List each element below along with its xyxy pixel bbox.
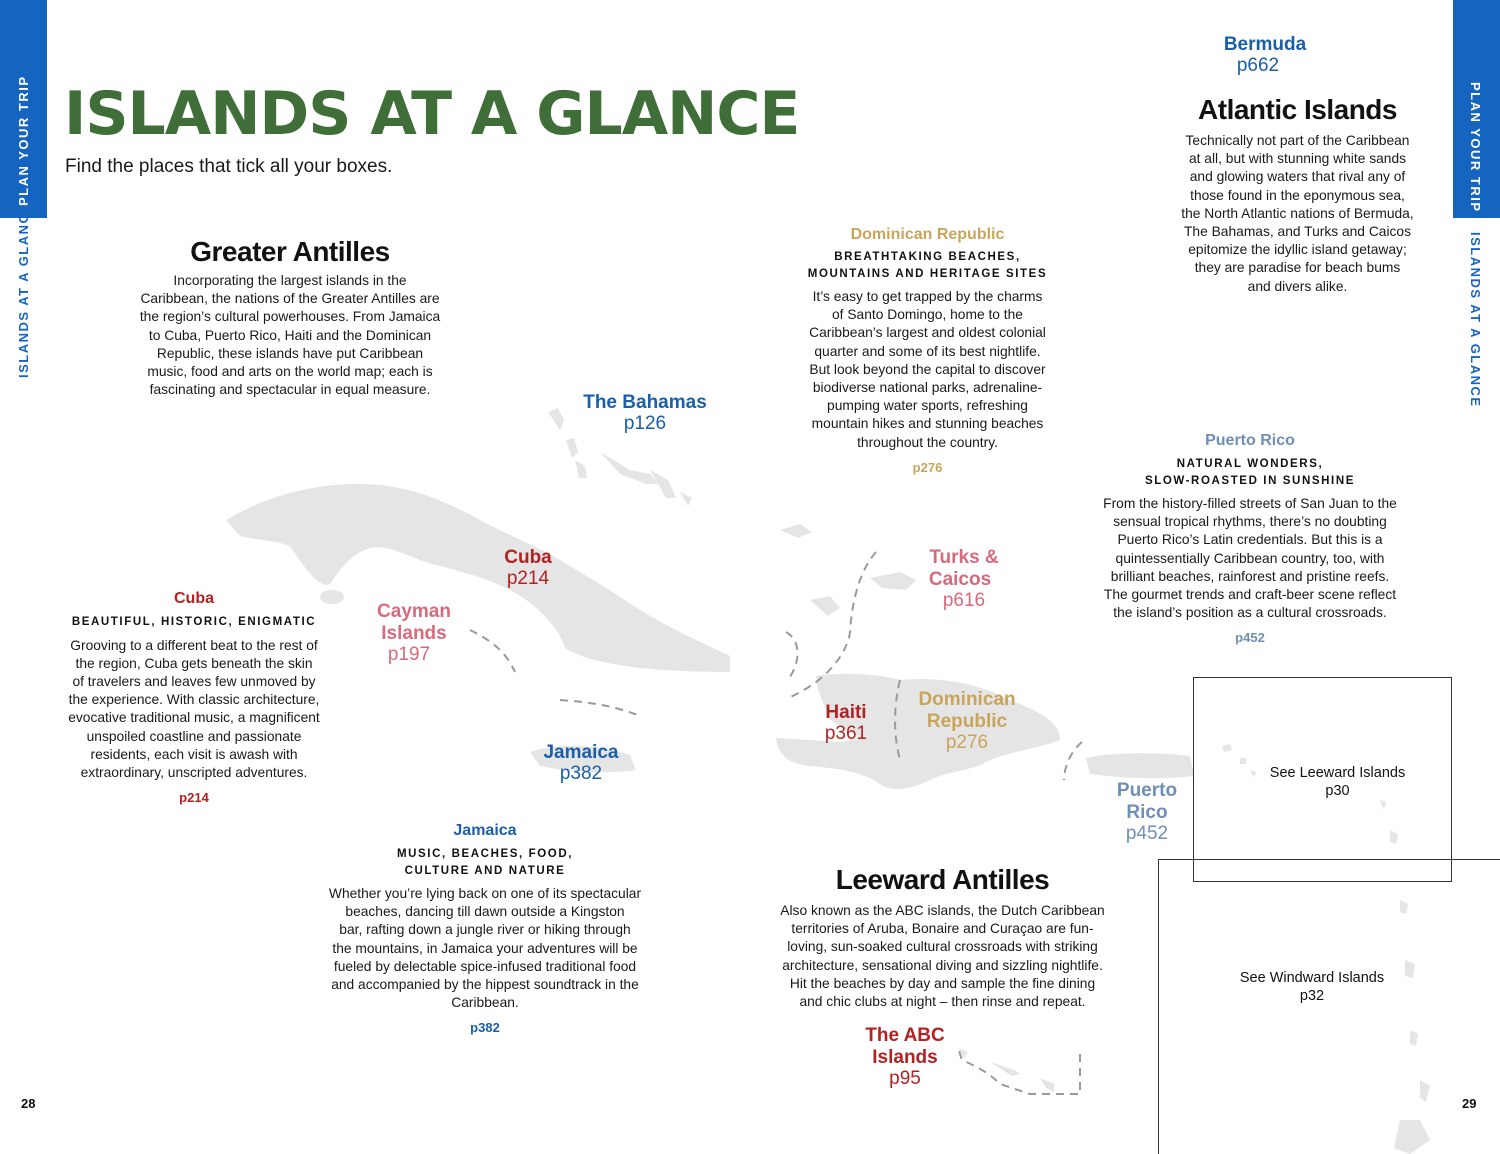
dominican-label-line2: Republic: [926, 711, 1008, 732]
text-line: architecture, sensational diving and sizzling nightlife.: [782, 957, 1103, 973]
text-line: fascinating and spectacular in equal measure.: [149, 382, 431, 398]
pr-label-line2: Rico: [1126, 802, 1168, 823]
pr-label-line1: Puerto: [1116, 780, 1178, 801]
text-line: those found in the eponymous sea,: [1190, 187, 1405, 203]
tagline-line: CULTURE AND NATURE: [404, 864, 566, 877]
leeward-antilles-title: Leeward Antilles: [835, 864, 1050, 895]
text-line: Caribbean.: [451, 995, 519, 1011]
text-line: of Santo Domingo, home to the: [832, 307, 1023, 323]
windward-inset-text: See Windward Islands: [1239, 970, 1385, 986]
text-line: From the history-filled streets of San Juan to the: [1103, 496, 1397, 511]
map-label-cayman[interactable]: [368, 601, 460, 665]
text-line: Also known as the ABC islands, the Dutch Caribbean: [780, 903, 1105, 918]
pr-entry-page-link[interactable]: p452: [1235, 630, 1265, 646]
tagline-line: BREATHTAKING BEACHES,: [834, 251, 1021, 263]
text-line: brilliant beaches, rainforest and pristine reefs.: [1110, 568, 1390, 584]
text-line: the island’s position as a cultural crossroads.: [1113, 605, 1387, 621]
cayman-page: p197: [387, 644, 431, 665]
text-line: the North Atlantic nations of Bermuda,: [1181, 205, 1414, 221]
map-label-puerto-rico[interactable]: [1108, 780, 1186, 844]
atlantic-islands-title: Atlantic Islands: [1198, 94, 1397, 125]
bermuda-label: Bermuda: [1223, 34, 1307, 55]
pr-entry-name: Puerto Rico: [1205, 432, 1295, 449]
greater-antilles-text: [100, 272, 480, 399]
windward-inset-page: p32: [1299, 988, 1325, 1004]
dominican-label-line1: Dominican: [918, 689, 1016, 710]
text-line: Technically not part of the Caribbean: [1185, 133, 1410, 148]
dr-entry-text: [790, 288, 1065, 452]
haiti-map-label: Haiti: [825, 702, 867, 723]
cuba-entry-text: [55, 637, 333, 783]
jamaica-entry: [315, 822, 655, 1035]
text-line: mountain hikes and stunning beaches: [811, 416, 1044, 432]
text-line: Incorporating the largest islands in the: [173, 273, 407, 288]
map-label-abc[interactable]: [858, 1025, 952, 1089]
text-line: and divers alike.: [1247, 278, 1348, 294]
dr-entry-page-link[interactable]: p276: [912, 459, 943, 475]
jamaica-entry-text: [315, 885, 655, 1012]
page-number-right: 29: [1462, 1096, 1477, 1111]
greater-antilles-section: [100, 236, 480, 399]
pr-entry-text: [1090, 495, 1410, 622]
text-line: territories of Aruba, Bonaire and Curaçao are fun-: [791, 921, 1094, 937]
cayman-label-line1: Cayman: [377, 601, 451, 622]
cuba-entry-name: Cuba: [174, 590, 214, 607]
text-line: fueled by delectable spice-infused traditional food: [333, 958, 637, 974]
text-line: Puerto Rico’s Latin credentials. But this is a: [1117, 532, 1383, 548]
puerto-rico-shape: [1086, 753, 1194, 778]
text-line: quintessentially Caribbean country, too, with: [1115, 550, 1385, 566]
text-line: Caribbean’s largest and oldest colonial: [809, 325, 1046, 341]
text-line: The Bahamas, and Turks and Caicos: [1183, 224, 1411, 240]
text-line: and glowing waters that rival any of: [1189, 169, 1406, 185]
left-section-label: ISLANDS AT A GLANCE: [16, 202, 31, 378]
jamaica-map-label: Jamaica: [543, 742, 619, 763]
text-line: loving, sun-soaked cultural crossroads with striking: [787, 939, 1098, 955]
dr-entry-tagline: [790, 249, 1065, 282]
text-line: Republic, these islands have put Caribbean: [156, 345, 424, 361]
bahamas-page: p126: [623, 413, 667, 434]
jamaica-entry-page-link[interactable]: p382: [470, 1020, 500, 1036]
cayman-label-line2: Islands: [381, 623, 447, 644]
puerto-rico-entry: [1090, 432, 1410, 645]
text-line: to Cuba, Puerto Rico, Haiti and the Dominican: [148, 327, 432, 343]
windward-islands-inset[interactable]: [1158, 859, 1500, 1154]
jamaica-entry-tagline: [315, 846, 655, 879]
page-number-left: 28: [21, 1096, 36, 1111]
text-line: The gourmet trends and craft-beer scene reflect: [1103, 587, 1397, 603]
jamaica-map-page: p382: [559, 763, 603, 784]
map-label-turks[interactable]: [916, 547, 1012, 611]
tagline-line: MUSIC, BEACHES, FOOD,: [396, 848, 574, 860]
pr-entry-tagline: [1090, 456, 1410, 489]
text-line: of travelers and leaves few unmoved by: [72, 673, 316, 689]
text-line: the region, Cuba gets beneath the skin: [75, 655, 313, 671]
cuba-map-label: Cuba: [504, 547, 552, 568]
cuba-entry-page-link[interactable]: p214: [179, 790, 209, 806]
pr-map-page: p452: [1125, 823, 1169, 844]
text-line: Whether you’re lying back on one of its spectacular: [328, 886, 642, 901]
jamaica-entry-name: Jamaica: [453, 822, 517, 839]
text-line: the mountains, in Jamaica your adventures will be: [332, 940, 638, 956]
leeward-inset-page: p30: [1325, 783, 1350, 799]
bahamas-label: The Bahamas: [583, 392, 707, 413]
map-label-cuba[interactable]: [488, 547, 568, 589]
text-line: residents, each visit is awash with: [90, 746, 298, 762]
bermuda-page: p662: [1236, 55, 1280, 76]
page-title: ISLANDS AT A GLANCE: [64, 79, 800, 149]
text-line: unspoiled coastline and passionate: [86, 728, 302, 744]
turks-label-line1: Turks &: [929, 547, 999, 568]
leeward-islands-inset-label[interactable]: [1250, 764, 1425, 800]
map-label-dominican[interactable]: [912, 689, 1022, 753]
text-line: Hit the beaches by day and sample the fine dining: [789, 975, 1096, 991]
turks-page: p616: [942, 590, 986, 611]
text-line: sensual tropical rhythms, there’s no doubting: [1113, 514, 1387, 530]
text-line: they are paradise for beach bums: [1194, 260, 1401, 276]
haiti-map-page: p361: [824, 723, 868, 744]
abc-label-line2: Islands: [872, 1047, 938, 1068]
text-line: bar, rafting down a jungle river or hiking through: [339, 922, 631, 938]
turks-shape: [780, 524, 916, 616]
cuba-map-page: p214: [506, 568, 550, 589]
left-tab-label: PLAN YOUR TRIP: [16, 75, 31, 206]
right-section-label: ISLANDS AT A GLANCE: [1468, 232, 1483, 408]
text-line: It’s easy to get trapped by the charms: [812, 289, 1043, 304]
text-line: and chic clubs at night – then rinse and repeat.: [799, 994, 1086, 1010]
turks-label-line2: Caicos: [928, 569, 992, 590]
text-line: evocative traditional music, a magnificent: [68, 710, 320, 726]
text-line: music, food and arts on the world map; each is: [147, 364, 433, 380]
dominican-republic-entry: [790, 226, 1065, 475]
leeward-inset-text: See Leeward Islands: [1269, 765, 1406, 781]
windward-islands-inset-label[interactable]: [1222, 969, 1402, 1005]
tagline-line: MOUNTAINS AND HERITAGE SITES: [807, 267, 1048, 280]
atlantic-islands-section: [1145, 94, 1450, 296]
text-line: epitomize the idyllic island getaway;: [1188, 242, 1407, 258]
atlantic-islands-text: [1145, 132, 1450, 296]
map-label-bahamas[interactable]: [575, 392, 715, 434]
map-label-bermuda[interactable]: [1210, 34, 1320, 76]
text-line: beaches, dancing till dawn outside a Kingston: [345, 904, 625, 920]
right-tab-label: PLAN YOUR TRIP: [1468, 82, 1483, 213]
text-line: biodiverse national parks, adrenaline-: [812, 380, 1043, 396]
tagline-line: NATURAL WONDERS,: [1176, 458, 1324, 470]
leeward-antilles-section: [765, 864, 1120, 1011]
text-line: Caribbean, the nations of the Greater Antilles are: [140, 291, 440, 307]
dominican-page: p276: [945, 732, 989, 753]
map-label-haiti[interactable]: [814, 702, 878, 744]
text-line: extraordinary, unscripted adventures.: [80, 764, 308, 780]
leeward-antilles-text: [765, 902, 1120, 1011]
abc-label-line1: The ABC: [865, 1025, 945, 1046]
text-line: But look beyond the capital to discover: [809, 361, 1046, 377]
text-line: at all, but with stunning white sands: [1188, 151, 1407, 167]
cuba-entry: [55, 590, 333, 805]
page-subtitle: Find the places that tick all your boxes.: [65, 156, 393, 177]
text-line: quarter and some of its best nightlife.: [814, 343, 1041, 359]
map-label-jamaica[interactable]: [530, 742, 632, 784]
cuba-entry-tagline: [55, 614, 333, 631]
abc-page: p95: [889, 1068, 921, 1089]
dr-entry-name: Dominican Republic: [850, 226, 1005, 243]
text-line: the experience. With classic architecture,: [68, 692, 320, 708]
text-line: Grooving to a different beat to the rest of: [70, 637, 318, 653]
text-line: pumping water sports, refreshing: [827, 398, 1028, 414]
text-line: throughout the country.: [857, 434, 998, 450]
tagline-line: BEAUTIFUL, HISTORIC, ENIGMATIC: [71, 616, 317, 628]
tagline-line: SLOW-ROASTED IN SUNSHINE: [1144, 474, 1356, 487]
text-line: and accompanied by the hippest soundtrack in the: [331, 977, 639, 993]
greater-antilles-title: Greater Antilles: [190, 236, 390, 267]
text-line: the region’s cultural powerhouses. From Jamaica: [139, 309, 441, 325]
